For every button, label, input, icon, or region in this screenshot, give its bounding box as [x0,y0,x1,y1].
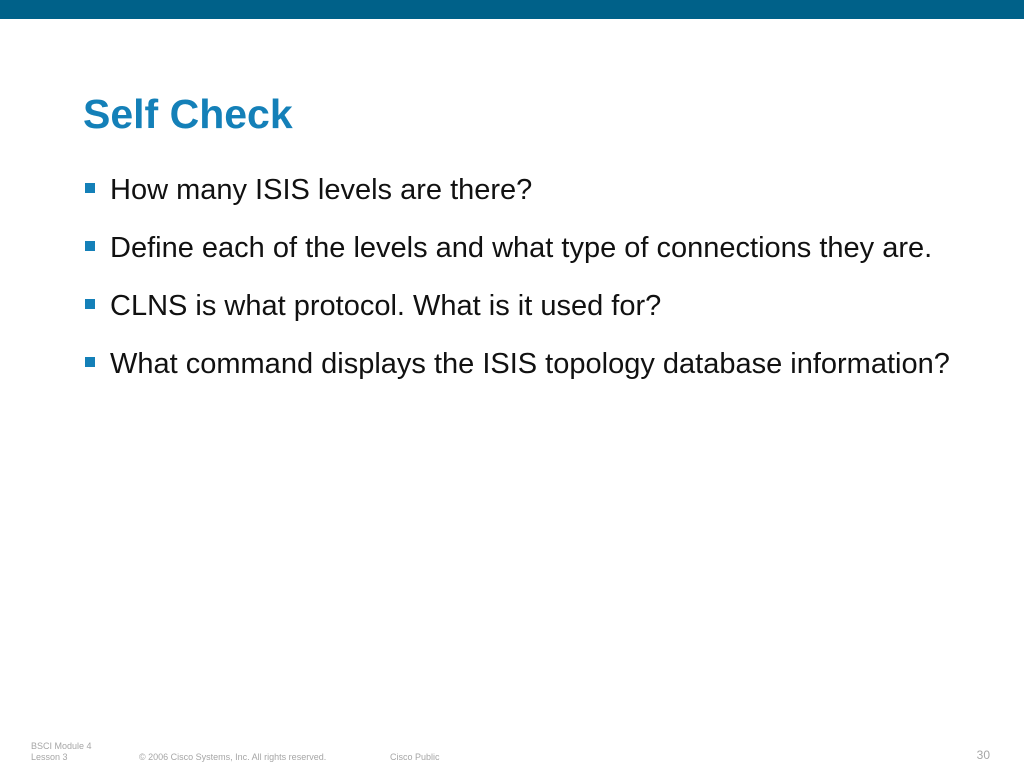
square-bullet-icon [85,241,95,251]
bullet-item [85,170,965,210]
footer-classification: Cisco Public [390,752,440,762]
square-bullet-icon [85,357,95,367]
bullet-text: What command displays the ISIS topology database information? [110,348,950,380]
top-header-bar [0,0,1024,19]
footer-course-module: BSCI Module 4 [31,741,92,751]
square-bullet-icon [85,299,95,309]
bullet-text: Define each of the levels and what type of connections they are. [110,232,933,264]
bullet-item [85,228,965,268]
square-bullet-icon [85,183,95,193]
footer-copyright: © 2006 Cisco Systems, Inc. All rights reserved. [139,752,327,762]
bullet-item [85,286,965,326]
slide-title: Self Check [83,91,293,137]
footer-course-label [31,741,92,763]
bullet-item [85,344,965,384]
footer-course-lesson: Lesson 3 [31,752,68,762]
slide-footer [0,738,1024,768]
bullet-text: CLNS is what protocol. What is it used for? [110,290,662,322]
bullet-list [85,170,965,402]
bullet-text: How many ISIS levels are there? [110,174,533,206]
page-number: 30 [976,748,990,762]
